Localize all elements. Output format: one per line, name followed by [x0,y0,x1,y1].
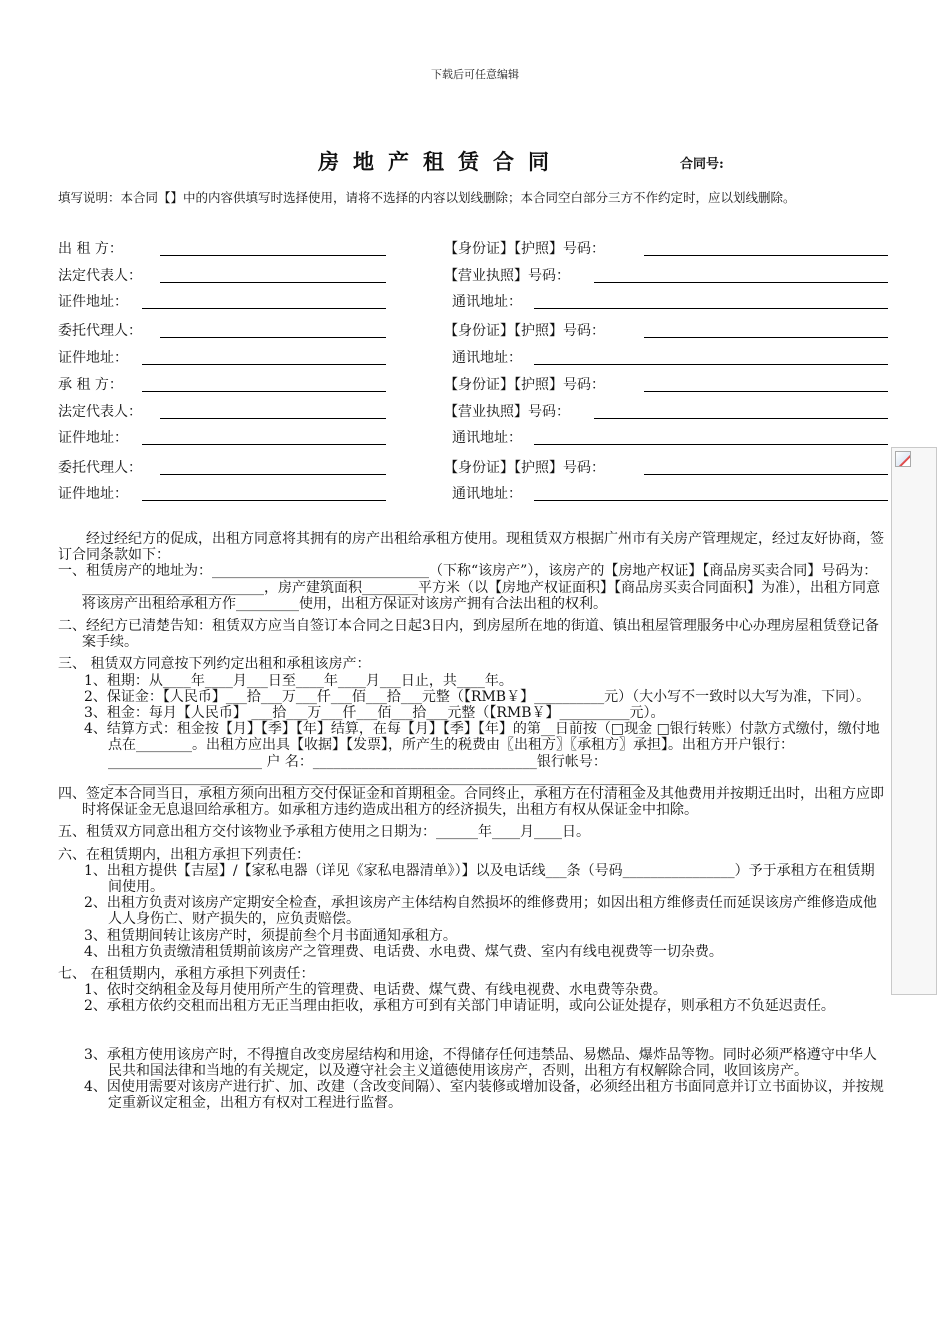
lessee-id-field [444,374,888,394]
lessee-field [58,374,386,394]
lessor-cert-address-field [58,291,386,311]
fill-line [160,474,386,475]
contract-title: 房地产租赁合同 [318,149,563,174]
contract-number-label: 合同号: [680,157,724,172]
lessee-agent-address-field [58,483,386,503]
lessor-legal-rep-field [58,265,386,285]
field-label: 【身份证】【护照】号码： [444,241,605,257]
field-label: 委托代理人： [58,460,142,476]
field-label: 通讯地址： [452,430,522,446]
field-label: 证件地址： [58,294,128,310]
field-label: 通讯地址： [452,486,522,502]
field-label: 【身份证】【护照】号码： [444,377,605,393]
clause-6-4: 4、出租方负责缴清租赁期前该房产之管理费、电话费、水电费、煤气费、室内有线电视费等一切杂费。 [84,943,723,960]
header-note: 下载后可任意编辑 [431,68,519,81]
fill-line [644,391,888,392]
clause-3-4: 4、结算方式：租金按【月】【季】【年】结算，在每【月】【季】【年】的第__日前按（□现金 □银行转账）付款方式缴付，缴付地点在________。出租方应出具【收据】【发票】，所产生的税费由〖出租方〗〖承租方〗承担】。出租方开户银行：______________________ 户 名：________________________________银行帐号：____________________________________________________________________________ [84,721,880,786]
clause-3: 三、 租赁双方同意按下列约定出租和承租该房产： [58,656,371,673]
fill-line [142,391,386,392]
field-label: 【营业执照】号码： [444,268,570,284]
fill-line [594,282,888,283]
contract-body [58,531,888,1112]
lessor-license-field [444,265,888,285]
lessor-agent-field [58,320,386,340]
lessee-license-field [444,401,888,421]
clause-2: 二、经纪方已清楚告知：租赁双方应当自签订本合同之日起3日内，到房屋所在地的街道、镇出租屋管理服务中心办理房屋租赁登记备案手续。 [58,618,879,651]
field-label: 【身份证】【护照】号码： [444,460,605,476]
field-label: 法定代表人： [58,268,142,284]
lessor-id-field [444,238,888,258]
fill-line [534,364,888,365]
fill-line [160,282,386,283]
field-label: 【营业执照】号码： [444,404,570,420]
lessee-mail-address-field [452,427,888,447]
clause-6-3: 3、租赁期间转让该房产时，须提前叁个月书面通知承租方。 [84,927,457,944]
field-label: 证件地址： [58,486,128,502]
fill-instructions: 填写说明：本合同【】中的内容供填写时选择使用，请将不选择的内容以划线删除；本合同空白部分三方不作约定时，应以划线删除。 [58,190,796,205]
field-label: 法定代表人： [58,404,142,420]
lessor-agent-address-field [58,347,386,367]
clause-6-1: 1、出租方提供【吉屋】/【家私电器（详见《家私电器清单》）】以及电话线___条（号码________________）予于承租方在租赁期间使用。 [84,862,875,896]
lessor-mail-address-field [452,291,888,311]
clause-3-3: 3、租金：每月【人民币】 ___拾___万___仟___佰___拾___元整（【RMB￥】__________元）。 [84,705,665,722]
field-label: 【身份证】【护照】号码： [444,323,605,339]
field-label: 通讯地址： [452,350,522,366]
lessee-cert-address-field [58,427,386,447]
fill-line [142,364,386,365]
field-label: 通讯地址： [452,294,522,310]
clause-4: 四、签定本合同当日，承租方须向出租方交付保证金和首期租金。合同终止，承租方在付清租金及其他费用并按期迁出时，出租方应即时将保证金无息退回给承租方。如承租方违约造成出租方的经济损失，出租方有权从保证金中扣除。 [58,786,884,819]
field-label: 承 租 方： [58,377,123,393]
fill-line [160,255,386,256]
lessor-field [58,238,386,258]
fill-line [594,418,888,419]
broken-image-icon [895,451,911,467]
fill-line [534,308,888,309]
clause-7-3: 3、承租方使用该房产时，不得擅自改变房屋结构和用途，不得储存任何违禁品、易燃品、爆炸品等物。同时必须严格遵守中华人民共和国法律和当地的有关规定，以及遵守社会主义道德使用该房产，否则，出租方有权解除合同，收回该房产。 [84,1046,877,1079]
fill-line [644,337,888,338]
fill-line [534,500,888,501]
lessor-agent-id-field [444,320,888,340]
clause-6: 六、在租赁期内，出租方承担下列责任： [58,846,310,863]
clause-5: 五、租赁双方同意出租方交付该物业予承租方使用之日期为：______年____月____日。 [58,824,590,841]
fill-line [534,444,888,445]
section-spacer [58,1015,888,1047]
clause-1: 一、租赁房产的地址为：_______________________________（下称“该房产”），该房产的【房地产权证】【商品房买卖合同】号码为：__________________________，房产建筑面积________平方米（以【房地产权证面积】【商品房买卖合同面积】为准），出租方同意将该房产出租给承租方作_________使用，出租方保证对该房产拥有合法出租的权利。 [58,563,880,612]
clause-7: 七、 在租赁期内，承租方承担下列责任： [58,966,315,983]
fill-line [644,474,888,475]
side-image-panel [891,447,937,995]
lessee-agent-field [58,457,386,477]
field-label: 证件地址： [58,350,128,366]
fill-line [142,308,386,309]
clause-7-2: 2、承租方依约交租而出租方无正当理由拒收，承租方可到有关部门申请证明，或向公证处提存，则承租方不负延迟责任。 [84,998,835,1015]
clause-7-4: 4、因使用需要对该房产进行扩、加、改建（含改变间隔）、室内装修或增加设备，必须经出租方书面同意并订立书面协议，并按规定重新议定租金，出租方有权对工程进行监督。 [84,1079,884,1112]
field-label: 委托代理人： [58,323,142,339]
lessee-agent-id-field [444,457,888,477]
fill-line [644,255,888,256]
intro-paragraph: 经过经纪方的促成，出租方同意将其拥有的房产出租给承租方使用。现租赁双方根据广州市有关房产管理规定，经过友好协商，签订合同条款如下： [58,531,884,564]
lessor-agent-mail-address-field [452,347,888,367]
fill-line [142,444,386,445]
field-label: 出 租 方： [58,241,123,257]
clause-3-1: 1、租期：从____年____月___日至____年____月___日止，共____年。 [84,672,513,689]
fill-line [160,418,386,419]
fill-line [142,500,386,501]
field-label: 证件地址： [58,430,128,446]
lessee-agent-mail-address-field [452,483,888,503]
lessee-legal-rep-field [58,401,386,421]
clause-3-2: 2、保证金：【人民币】___拾___万___仟___佰___拾___元整（【RMB￥】__________元）（大小写不一致时以大写为准，下同）。 [84,688,871,705]
fill-line [160,337,386,338]
clause-7-1: 1、依时交纳租金及每月使用所产生的管理费、电话费、煤气费、有线电视费、水电费等杂费。 [84,982,667,999]
clause-6-2: 2、出租方负责对该房产定期安全检查，承担该房产主体结构自然损坏的维修费用；如因出租方维修责任而延误该房产维修造成他人人身伤亡、财产损失的，应负责赔偿。 [84,895,877,928]
